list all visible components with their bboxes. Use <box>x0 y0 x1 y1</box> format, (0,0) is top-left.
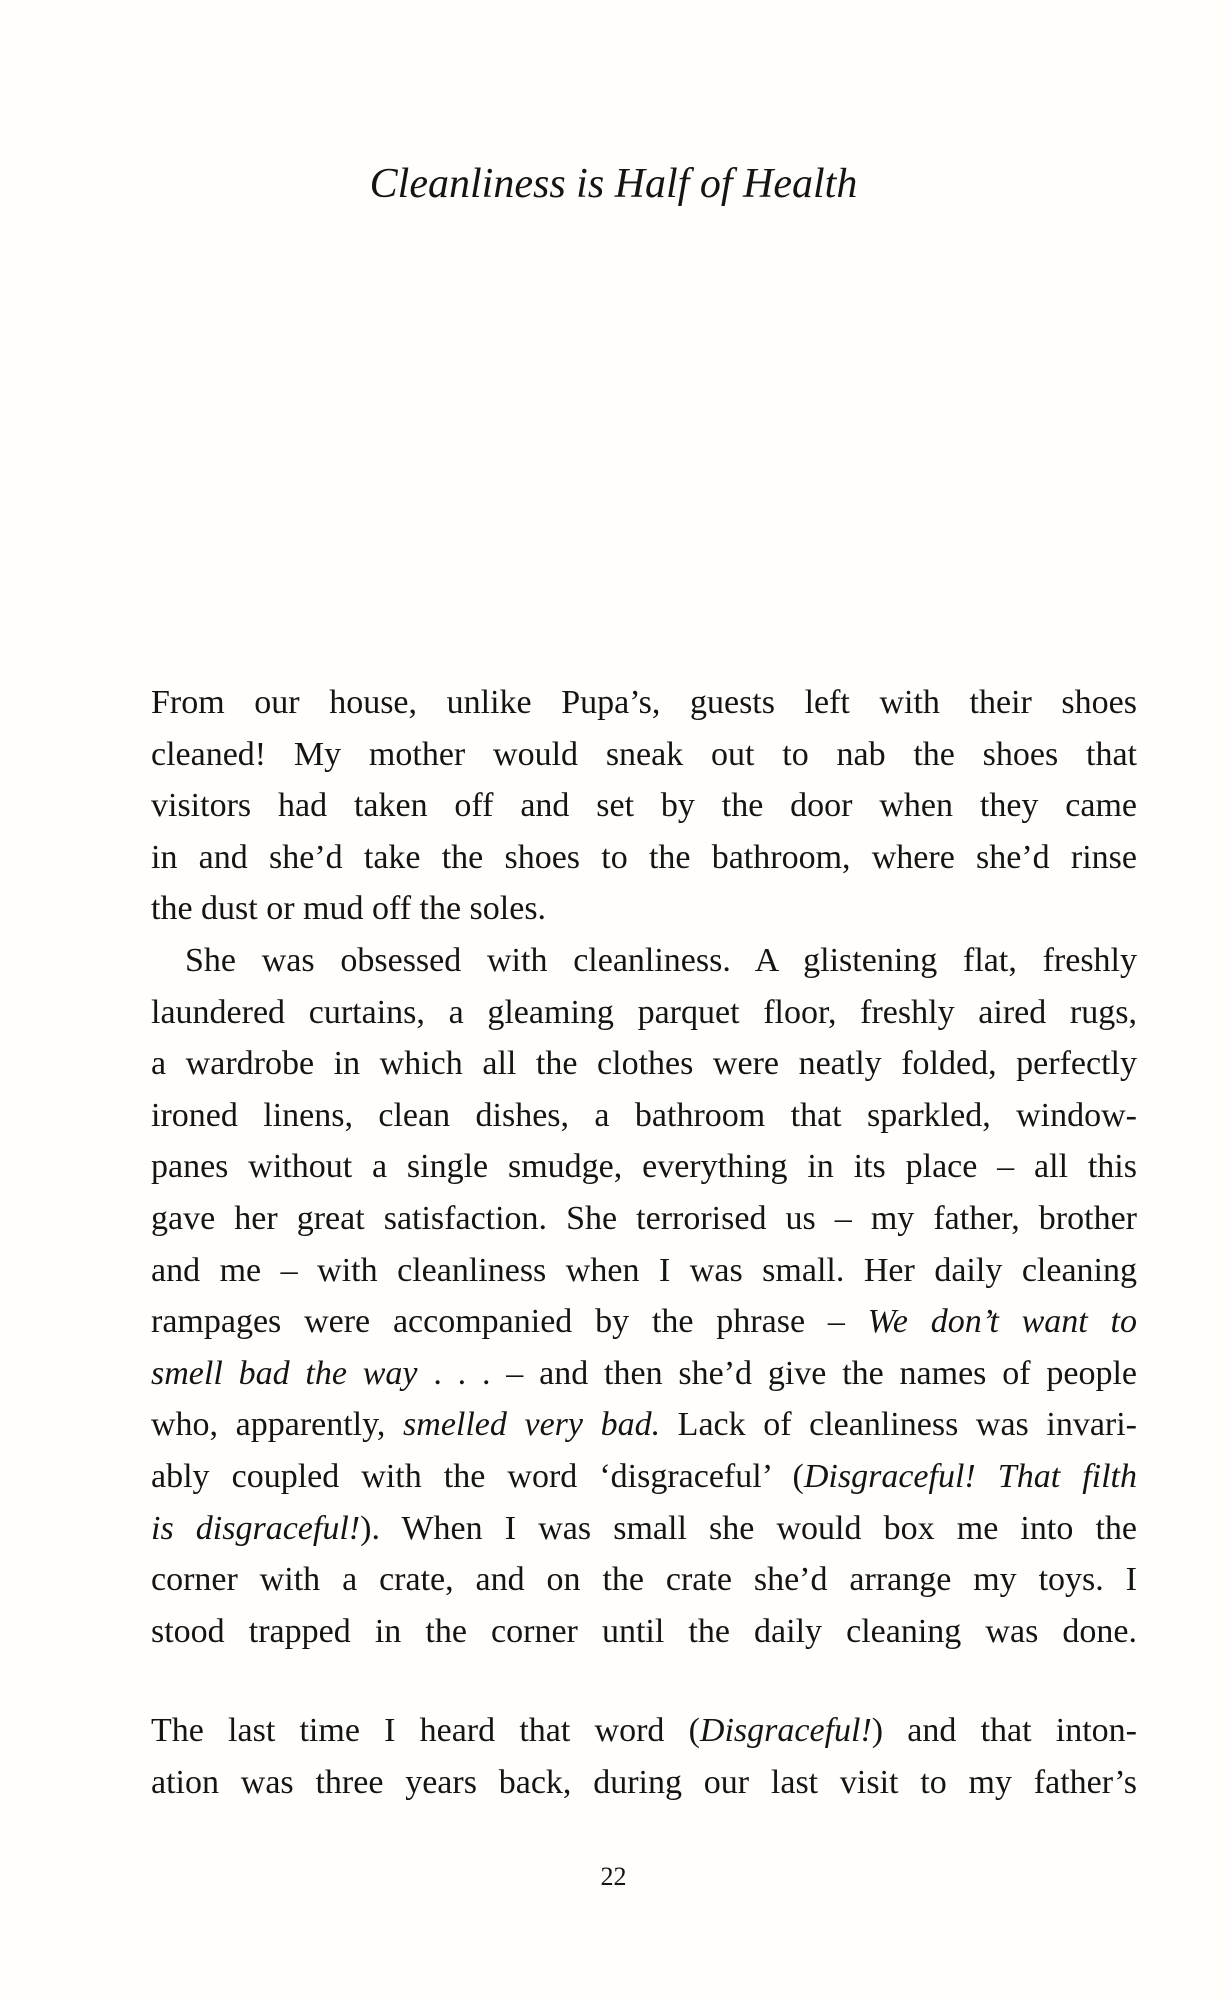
text-line <box>151 1399 1137 1451</box>
text-line <box>151 1606 1137 1658</box>
text-line <box>151 1503 1137 1555</box>
text-span: She was obsessed with cleanliness. A glistening flat, freshly <box>185 941 1137 979</box>
italic-text: smelled very bad. <box>403 1406 661 1444</box>
text-line <box>151 729 1137 781</box>
text-line <box>151 987 1137 1039</box>
paragraph <box>151 1705 1137 1808</box>
chapter-title: Cleanliness is Half of Health <box>369 161 858 207</box>
text-span: the dust or mud off the soles. <box>151 890 547 928</box>
page-number: 22 <box>600 1862 627 1891</box>
text-line <box>151 883 1137 935</box>
text-line <box>151 1038 1137 1090</box>
text-span: corner with a crate, and on the crate she’d arrange my toys. I <box>151 1561 1137 1599</box>
text-line <box>151 780 1137 832</box>
text-span: who, apparently, <box>151 1406 404 1444</box>
text-line <box>151 1554 1137 1606</box>
italic-text: Disgraceful! <box>699 1712 872 1750</box>
paragraph <box>151 677 1137 935</box>
text-span: Lack of cleanliness was invari- <box>660 1406 1137 1444</box>
text-line <box>151 1245 1137 1297</box>
text-span: gave her great satisfaction. She terrorised us – my father, brother <box>151 1199 1137 1237</box>
paragraph-gap <box>151 1657 1137 1705</box>
text-line <box>151 1348 1137 1400</box>
text-span: and me – with cleanliness when I was small. Her daily cleaning <box>151 1251 1137 1289</box>
text-span: rampages were accompanied by the phrase – <box>151 1303 868 1341</box>
paragraph <box>151 935 1137 1657</box>
italic-text: is disgraceful! <box>151 1509 361 1547</box>
text-span: cleaned! My mother would sneak out to nab the shoes that <box>151 735 1137 773</box>
text-span: a wardrobe in which all the clothes were neatly folded, perfectly <box>151 1045 1137 1083</box>
text-span: visitors had taken off and set by the door when they came <box>151 787 1137 825</box>
text-line <box>151 677 1137 729</box>
text-line <box>151 1090 1137 1142</box>
italic-text: smell bad the way <box>151 1354 418 1392</box>
body-text <box>151 677 1137 1808</box>
text-line <box>151 935 1137 987</box>
text-span: The last time I heard that word ( <box>151 1712 700 1750</box>
italic-text: Disgraceful! That filth <box>803 1457 1137 1495</box>
text-span: ation was three years back, during our last visit to my father’s <box>151 1763 1137 1801</box>
text-line <box>151 832 1137 884</box>
text-line <box>151 1705 1137 1757</box>
text-line <box>151 1193 1137 1245</box>
text-line <box>151 1451 1137 1503</box>
text-span: in and she’d take the shoes to the bathroom, where she’d rinse <box>151 838 1137 876</box>
text-span: laundered curtains, a gleaming parquet floor, freshly aired rugs, <box>151 993 1137 1031</box>
text-span: ironed linens, clean dishes, a bathroom that sparkled, window- <box>151 1096 1137 1134</box>
text-span: From our house, unlike Pupa’s, guests left with their shoes <box>151 684 1137 721</box>
text-line <box>151 1141 1137 1193</box>
text-line <box>151 1757 1137 1809</box>
text-span: stood trapped in the corner until the daily cleaning was done. <box>151 1612 1137 1650</box>
text-line <box>151 1296 1137 1348</box>
text-span: panes without a single smudge, everything in its place – all this <box>151 1148 1137 1186</box>
text-span: ). When I was small she would box me into the <box>360 1509 1137 1547</box>
text-span: ) and that inton- <box>871 1712 1137 1750</box>
italic-text: We don’t want to <box>867 1303 1137 1341</box>
text-span: . . . – and then she’d give the names of people <box>417 1354 1137 1392</box>
text-span: ably coupled with the word ‘disgraceful’ ( <box>151 1457 804 1495</box>
